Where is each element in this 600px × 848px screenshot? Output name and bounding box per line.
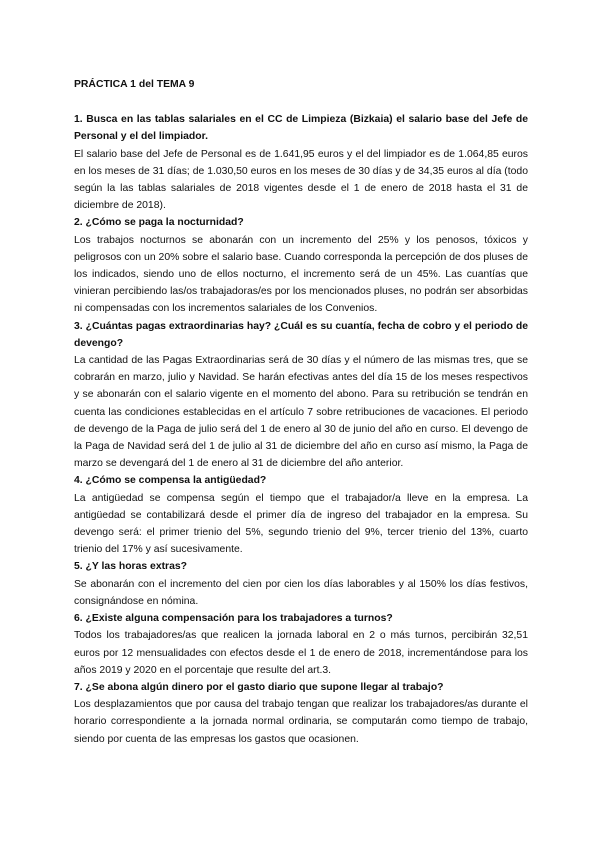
answer-4: La antigüedad se compensa según el tiempo que el trabajador/a lleve en la empresa. La antigüedad se contabilizará desde el primer día de ingreso del trabajador en la empresa. Su devengo será: el primer trienio del 5%, segundo trienio del 9%, tercer trienio del 13%, cuarto trienio del 17% y así sucesivamente. — [74, 492, 528, 556]
answer-5: Se abonarán con el incremento del cien por cien los días laborables y al 150% los días festivos, consignándose en nómina. — [74, 578, 528, 607]
question-4: 4. ¿Cómo se compensa la antigüedad? — [74, 475, 267, 487]
question-2: 2. ¿Cómo se paga la nocturnidad? — [74, 217, 244, 229]
question-6: 6. ¿Existe alguna compensación para los trabajadores a turnos? — [74, 613, 393, 625]
question-7: 7. ¿Se abona algún dinero por el gasto diario que supone llegar al trabajo? — [74, 681, 444, 693]
document-title: PRÁCTICA 1 del TEMA 9 — [74, 79, 195, 90]
question-1: 1. Busca en las tablas salariales en el CC de Limpieza (Bizkaia) el salario base del Jefe de Personal y el del limpiador. — [74, 114, 528, 143]
answer-6: Todos los trabajadores/as que realicen la jornada laboral en 2 o más turnos, percibirán 32,51 euros por 12 mensualidades con efectos desde el 1 de enero de 2018, incrementándose para los años 2019 y 2020 en el porcentaje que resulte del art.3. — [74, 630, 528, 676]
answer-1: El salario base del Jefe de Personal es de 1.641,95 euros y el del limpiador es de 1.064,85 euros en los meses de 31 días; de 1.030,50 euros en los meses de 30 días y de 34,35 euros al día (todo según la las tablas salariales de 2018 vigentes desde el 1 de enero de 2018 hasta el 31 de diciembre de 2018). — [74, 148, 528, 212]
answer-2: Los trabajos nocturnos se abonarán con un incremento del 25% y los penosos, tóxicos y peligrosos con un 20% sobre el salario base. Cuando corresponda la percepción de dos pluses de los indicados, siendo uno de ellos nocturno, el incremento será de un 45%. Las cuantías que vinieran percibiendo las/os trabajadoras/es por los mencionados pluses, no podrán ser absorbidas ni compensadas con los incrementos salariales de los Convenios. — [74, 234, 528, 315]
answer-3: La cantidad de las Pagas Extraordinarias será de 30 días y el número de las mismas tres, que se cobrarán en marzo, julio y Navidad. Se harán efectivas antes del día 15 de los meses respectivos y se abonarán con el salario vigente en el momento del abono. Para su retribución se tendrán en cuenta las condiciones establecidas en el artículo 7 sobre retribuciones de vacaciones. El periodo de devengo de la Paga de julio será del 1 de enero al 30 de junio del año en curso. El devengo de la Paga de Navidad será del 1 de julio al 31 de diciembre del año en curso así mismo, la Paga de marzo se devengará del 1 de enero al 31 de diciembre del año anterior. — [74, 355, 528, 470]
question-3: 3. ¿Cuántas pagas extraordinarias hay? ¿Cuál es su cuantía, fecha de cobro y el periodo de devengo? — [74, 320, 528, 349]
answer-7: Los desplazamientos que por causa del trabajo tengan que realizar los trabajadores/as durante el horario correspondiente a la jornada normal ordinaria, se computarán como tiempo de trabajo, siendo por cuenta de las empresas los gastos que ocasionen. — [74, 699, 528, 745]
question-5: 5. ¿Y las horas extras? — [74, 561, 188, 573]
